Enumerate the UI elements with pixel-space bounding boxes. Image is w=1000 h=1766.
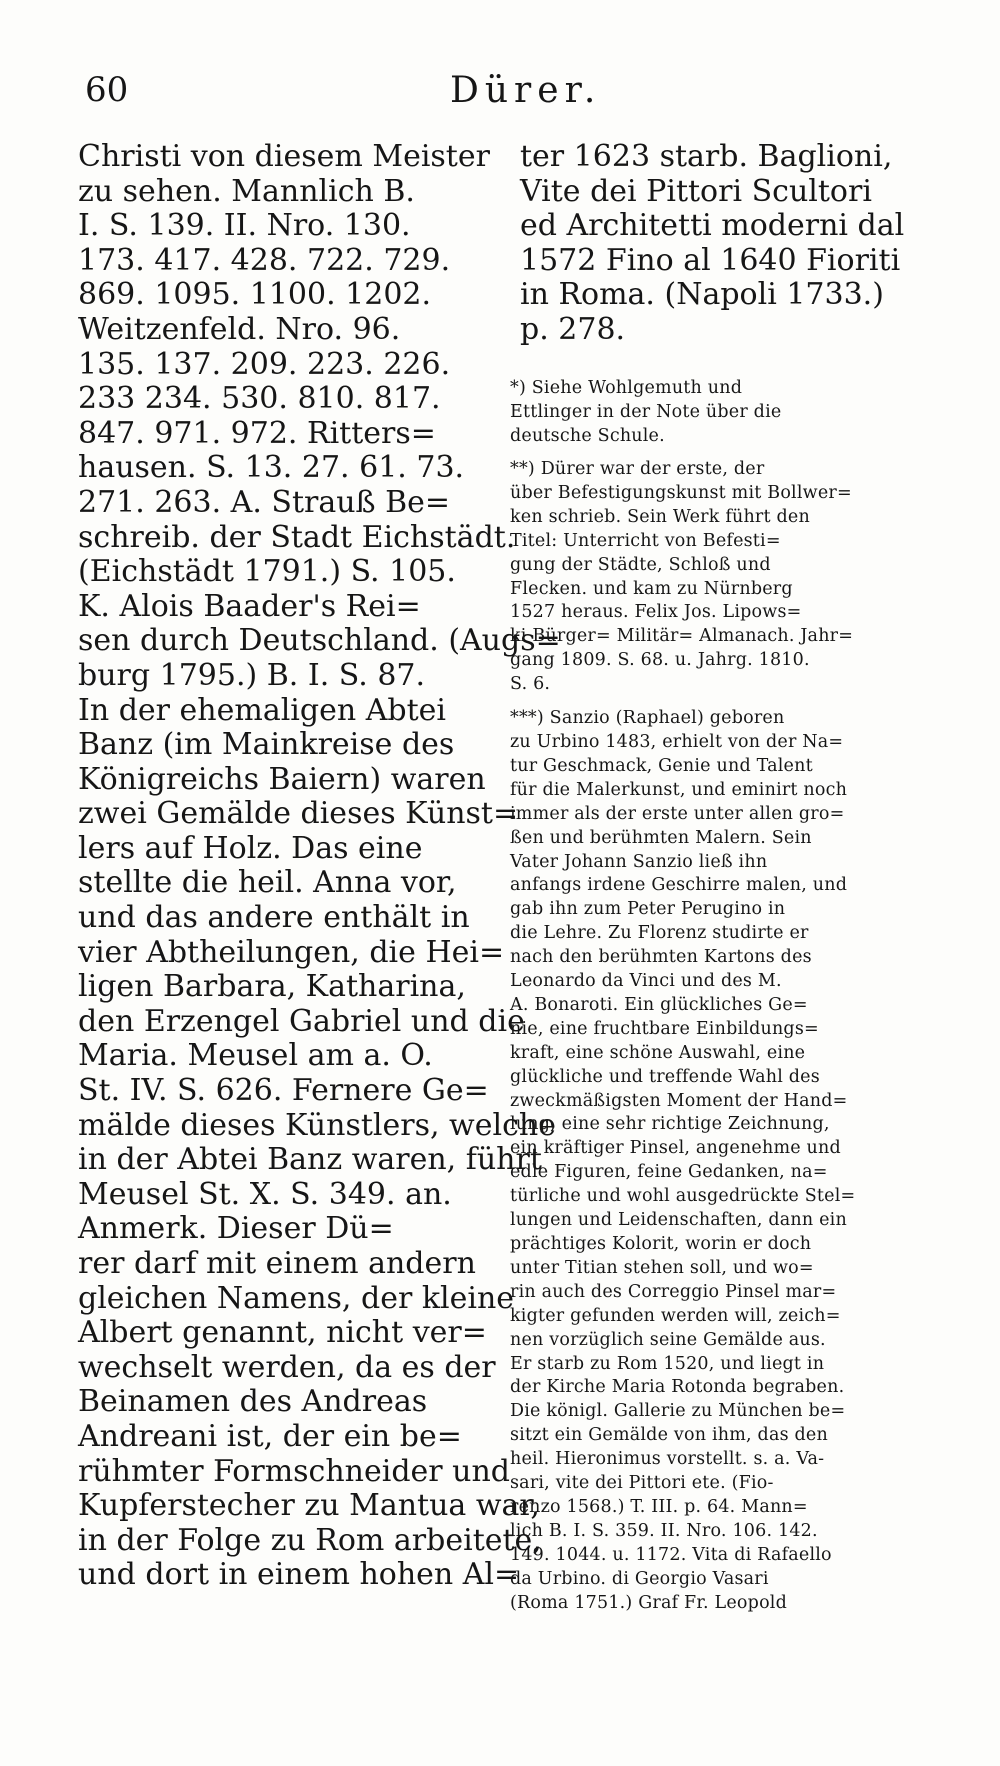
text-line: Christi von diesem Meister: [78, 139, 490, 174]
footnote-line: unter Titian stehen soll, und wo=: [510, 1257, 814, 1278]
text-line: In der ehemaligen Abtei: [78, 692, 446, 728]
text-line: mälde dieses Künstlers, welche: [78, 1107, 556, 1143]
footnote-line: deutsche Schule.: [510, 426, 665, 446]
text-line: Vite dei Pittori Scultori: [520, 173, 872, 209]
footnote-line: lich B. I. S. 359. II. Nro. 106. 142.: [510, 1520, 818, 1541]
text-line: St. IV. S. 626. Fernere Ge=: [78, 1073, 489, 1109]
footnote-line: kigter gefunden werden will, zeich=: [510, 1305, 841, 1326]
footnote-line: sitzt ein Gemälde von ihm, das den: [510, 1425, 828, 1446]
footnote-line: Leonardo da Vinci und des M.: [510, 971, 782, 992]
footnote-line: tur Geschmack, Genie und Talent: [510, 755, 813, 776]
text-line: wechselt werden, da es der: [78, 1349, 496, 1385]
text-line: rühmter Formschneider und: [78, 1453, 511, 1489]
footnote: [510, 707, 930, 1615]
footnote-line: 1527 heraus. Felix Jos. Lipows=: [510, 602, 802, 623]
left-column: [78, 139, 561, 1593]
text-line: und das andere enthält in: [78, 900, 470, 936]
text-line: ter 1623 starb. Baglioni,: [520, 139, 893, 174]
text-line: hausen. S. 13. 27. 61. 73.: [78, 450, 465, 486]
text-line: den Erzengel Gabriel und die: [78, 1003, 525, 1039]
footnote-line: ken schrieb. Sein Werk führt den: [510, 506, 810, 527]
text-line: in der Abtei Banz waren, führt: [78, 1142, 542, 1178]
footnote-line: anfangs irdene Geschirre malen, und: [510, 875, 848, 896]
text-line: burg 1795.) B. I. S. 87.: [78, 657, 426, 693]
text-line: Weitzenfeld. Nro. 96.: [78, 311, 401, 347]
footnote-line: da Urbino. di Georgio Vasari: [510, 1568, 769, 1589]
text-line: vier Abtheilungen, die Hei=: [78, 934, 505, 970]
text-line: rer darf mit einem andern: [78, 1246, 476, 1281]
text-line: in der Folge zu Rom arbeitete,: [78, 1522, 542, 1558]
text-line: 135. 137. 209. 223. 226.: [78, 346, 451, 382]
footnote-line: gab ihn zum Peter Perugino in: [510, 899, 786, 920]
footnote-line: *) Siehe Wohlgemuth und: [510, 378, 743, 398]
footnote-line: nie, eine fruchtbare Einbildungs=: [510, 1018, 819, 1039]
footnote-line: nach den berühmten Kartons des: [510, 947, 812, 968]
footnote-line: Die königl. Gallerie zu München be=: [510, 1401, 846, 1422]
footnote-line: Flecken. und kam zu Nürnberg: [510, 578, 793, 599]
footnote-line: ***) Sanzio (Raphael) geboren: [510, 708, 785, 729]
footnote-line: türliche und wohl ausgedrückte Stel=: [510, 1186, 856, 1207]
footnote-line: zweckmäßigsten Moment der Hand=: [510, 1090, 848, 1111]
footnote-line: kraft, eine schöne Auswahl, eine: [510, 1042, 806, 1063]
text-line: und dort in einem hohen Al=: [78, 1557, 520, 1593]
text-line: 847. 971. 972. Ritters=: [78, 415, 436, 451]
footnote-line: ki Bürger= Militär= Almanach. Jahr=: [510, 626, 854, 647]
footnote-line: lung, eine sehr richtige Zeichnung,: [510, 1114, 830, 1135]
footnote-line: A. Bonaroti. Ein glückliches Ge=: [510, 994, 808, 1015]
footnote: [510, 376, 930, 448]
footnote: [510, 458, 930, 697]
text-line: Banz (im Mainkreise des: [78, 727, 455, 763]
footnote-line: 149. 1044. u. 1172. Vita di Rafaello: [510, 1544, 832, 1565]
text-line: Maria. Meusel am a. O.: [78, 1038, 433, 1074]
text-line: Königreichs Baiern) waren: [78, 761, 486, 797]
footnote-line: gang 1809. S. 68. u. Jahrg. 1810.: [510, 650, 810, 671]
text-line: gleichen Namens, der kleine: [78, 1280, 515, 1316]
footnote-line: ein kräftiger Pinsel, angenehme und: [510, 1138, 841, 1159]
footnote-line: zu Urbino 1483, erhielt von der Na=: [510, 731, 844, 752]
text-line: zwei Gemälde dieses Künst=: [78, 796, 519, 832]
text-line: K. Alois Baader's Rei=: [78, 588, 421, 624]
footnote-line: heil. Hieronimus vorstellt. s. a. Va-: [510, 1449, 825, 1470]
footnote-line: S. 6.: [510, 674, 551, 695]
text-line: 1572 Fino al 1640 Fioriti: [520, 242, 901, 278]
text-line: ed Architetti moderni dal: [520, 208, 905, 244]
footnote-line: Vater Johann Sanzio ließ ihn: [510, 851, 768, 872]
text-line: Meusel St. X. S. 349. an.: [78, 1176, 452, 1212]
footnote-line: Er starb zu Rom 1520, und liegt in: [510, 1353, 825, 1374]
footnote-line: glückliche und treffende Wahl des: [510, 1066, 820, 1087]
text-line: I. S. 139. II. Nro. 130.: [78, 208, 411, 244]
footnote-line: gung der Städte, Schloß und: [510, 554, 771, 575]
text-line: in Roma. (Napoli 1733.): [520, 277, 884, 313]
footnote-line: renzo 1568.) T. III. p. 64. Mann=: [510, 1496, 808, 1517]
footnote-line: lungen und Leidenschaften, dann ein: [510, 1210, 847, 1231]
text-line: schreib. der Stadt Eichstädt.: [78, 519, 516, 555]
text-line: Andreani ist, der ein be=: [78, 1418, 462, 1454]
footnote-line: immer als der erste unter allen gro=: [510, 803, 845, 824]
page-number: 60: [85, 70, 129, 110]
text-line: Kupferstecher zu Mantua war,: [78, 1488, 540, 1524]
text-line: p. 278.: [520, 311, 626, 347]
text-line: 869. 1095. 1100. 1202.: [78, 277, 432, 313]
footnote-line: (Roma 1751.) Graf Fr. Leopold: [510, 1592, 787, 1613]
footnote-line: nen vorzüglich seine Gemälde aus.: [510, 1329, 826, 1350]
footnote-line: rin auch des Correggio Pinsel mar=: [510, 1281, 837, 1302]
running-title: Dürer.: [450, 70, 602, 111]
footnote-line: **) Dürer war der erste, der: [510, 459, 765, 479]
right-column: [520, 140, 930, 348]
text-line: Albert genannt, nicht ver=: [78, 1315, 487, 1351]
text-line: (Eichstädt 1791.) S. 105.: [78, 554, 456, 590]
footnote-line: die Lehre. Zu Florenz studirte er: [510, 923, 809, 944]
footnote-line: über Befestigungskunst mit Bollwer=: [510, 482, 852, 503]
text-line: Beinamen des Andreas: [78, 1384, 428, 1420]
text-line: lers auf Holz. Das eine: [78, 830, 423, 866]
footnote-line: Ettlinger in der Note über die: [510, 402, 782, 422]
footnote-line: Titel: Unterricht von Befesti=: [510, 530, 781, 551]
text-line: zu sehen. Mannlich B.: [78, 173, 415, 209]
text-line: ligen Barbara, Katharina,: [78, 969, 466, 1005]
text-line: 271. 263. A. Strauß Be=: [78, 484, 451, 520]
footnote-line: edle Figuren, feine Gedanken, na=: [510, 1162, 828, 1183]
footnote-line: sari, vite dei Pittori ete. (Fio-: [510, 1473, 774, 1494]
footnote-line: für die Malerkunst, und eminirt noch: [510, 779, 848, 800]
text-line: 233 234. 530. 810. 817.: [78, 381, 441, 417]
text-line: Anmerk. Dieser Dü=: [78, 1211, 394, 1247]
footnote-line: ßen und berühmten Malern. Sein: [510, 827, 812, 848]
footnotes: [510, 376, 930, 1626]
text-line: stellte die heil. Anna vor,: [78, 865, 457, 901]
text-line: 173. 417. 428. 722. 729.: [78, 242, 451, 278]
footnote-line: prächtiges Kolorit, worin er doch: [510, 1234, 812, 1254]
footnote-line: der Kirche Maria Rotonda begraben.: [510, 1377, 845, 1398]
text-line: sen durch Deutschland. (Augs=: [78, 623, 561, 659]
